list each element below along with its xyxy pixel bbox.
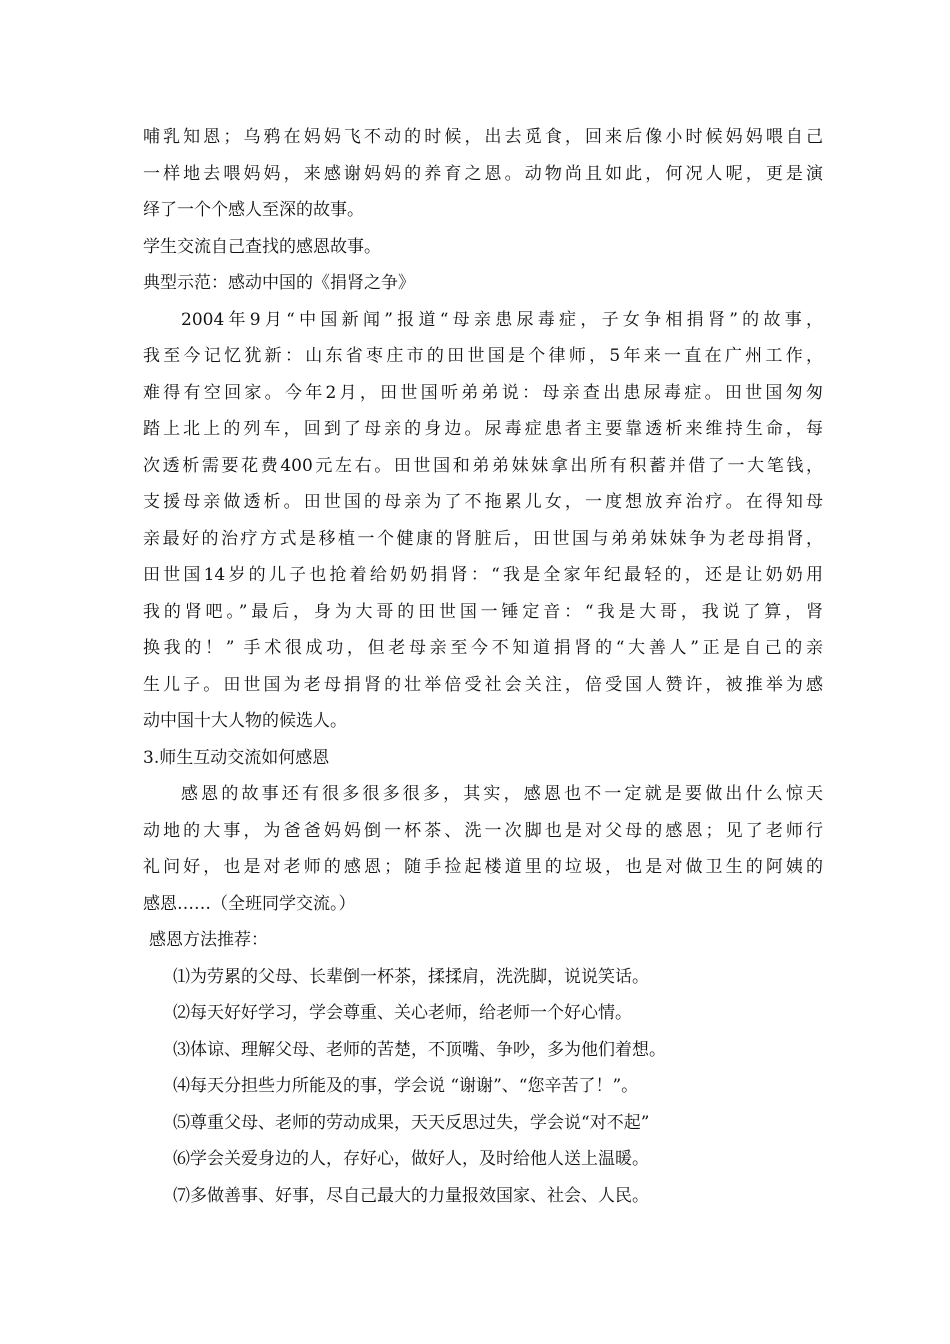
text-line: 我的肾吧。”最后，身为大哥的田世国一锤定音：“我是大哥，我说了算，肾 <box>143 601 823 622</box>
text-line: 动地的大事，为爸爸妈妈倒一杯茶、洗一次脚也是对父母的感恩；见了老师行 <box>143 820 823 841</box>
text-line: 亲最好的治疗方式是移植一个健康的肾脏后，田世国与弟弟妹妹争为老母捐肾， <box>143 528 823 549</box>
text-line: ⑶体谅、理解父母、老师的苦楚，不顶嘴、争吵，多为他们着想。 <box>173 1039 666 1060</box>
text-line: 动中国十大人物的候选人。 <box>143 711 347 731</box>
text-line: ⑵每天好好学习，学会尊重、关心老师，给老师一个好心情。 <box>173 1003 632 1023</box>
text-line: ⑹学会关爱身边的人，存好心，做好人，及时给他人送上温暖。 <box>173 1149 649 1169</box>
text-line: ⑺多做善事、好事，尽自己最大的力量报效国家、社会、人民。 <box>173 1185 649 1206</box>
text-line: 我至今记忆犹新：山东省枣庄市的田世国是个律师，5年来一直在广州工作， <box>143 346 823 366</box>
text-line: 3.师生互动交流如何感恩 <box>143 747 330 768</box>
text-line: ⑸尊重父母、老师的劳动成果，天天反思过失，学会说“对不起” <box>173 1112 650 1133</box>
text-line: 感恩方法推荐： <box>149 930 268 950</box>
text-line: 学生交流自己查找的感恩故事。 <box>143 236 381 257</box>
text-line: 支援母亲做透析。田世国的母亲为了不拖累儿女，一度想放弃治疗。在得知母 <box>143 492 823 512</box>
text-line: 绎了一个个感人至深的故事。 <box>143 200 364 220</box>
text-line: ⑴为劳累的父母、长辈倒一杯茶，揉揉肩，洗洗脚，说说笑话。 <box>173 966 649 987</box>
document-body <box>143 119 823 1214</box>
text-line: 感恩的故事还有很多很多很多，其实，感恩也不一定就是要做出什么惊天 <box>181 784 823 804</box>
text-line: 典型示范：感动中国的《捐肾之争》 <box>143 273 415 293</box>
text-line: 哺乳知恩；乌鸦在妈妈飞不动的时候，出去觅食，回来后像小时候妈妈喂自己 <box>143 127 823 147</box>
text-line: 生儿子。田世国为老母捐肾的壮举倍受社会关注，倍受国人赞许，被推举为感 <box>143 674 823 695</box>
text-line: 次透析需要花费400元左右。田世国和弟弟妹妹拿出所有积蓄并借了一大笔钱， <box>143 455 823 476</box>
text-line: 感恩……（全班同学交流。） <box>143 893 356 914</box>
text-line: 一样地去喂妈妈，来感谢妈妈的养育之恩。动物尚且如此，何况人呢，更是演 <box>143 163 823 184</box>
text-line: 礼问好，也是对老师的感恩；随手捡起楼道里的垃圾，也是对做卫生的阿姨的 <box>143 857 823 877</box>
text-line: 踏上北上的列车，回到了母亲的身边。尿毒症患者主要靠透析来维持生命，每 <box>143 419 823 439</box>
text-line: 换我的！” 手术很成功，但老母亲至今不知道捐肾的“大善人”正是自己的亲 <box>143 638 823 658</box>
text-line: 田世国14岁的儿子也抢着给奶奶捐肾：“我是全家年纪最轻的，还是让奶奶用 <box>143 565 823 585</box>
text-line: 难得有空回家。今年2月，田世国听弟弟说：母亲查出患尿毒症。田世国匆匆 <box>143 382 823 403</box>
text-line: ⑷每天分担些力所能及的事，学会说 “谢谢”、“您辛苦了！”。 <box>173 1076 639 1096</box>
text-line: 2004年9月“中国新闻”报道“母亲患尿毒症，子女争相捐肾”的故事， <box>181 309 823 330</box>
